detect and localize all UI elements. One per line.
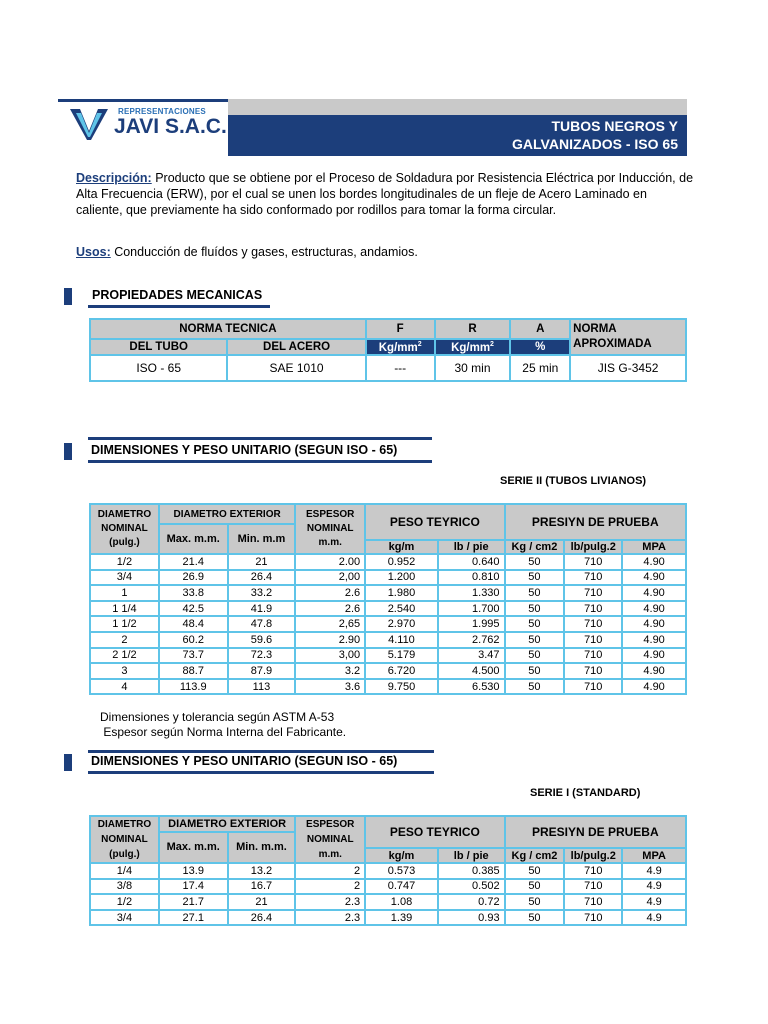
cell-nominal: 1 1/2 <box>90 616 159 632</box>
description-text: Producto que se obtiene por el Proceso de Soldadura por Resistencia Eléctrica por Inducción, de Alta Frecuencia (ERW), por el cual se unen los bordes longitudinales de un fleje de Acero Laminado en caliente, que previamente ha sido conformado por rodillos para tomar la forma circular. <box>76 171 694 217</box>
cell-nominal: 1/2 <box>90 894 159 910</box>
cell-a: 25 min <box>510 355 570 381</box>
dimensiones-table-serie-i <box>89 815 687 926</box>
header-f: F <box>366 319 435 339</box>
header-min: Min. m.m. <box>228 832 296 863</box>
header-a-unit: % <box>510 339 570 355</box>
cell-kgcm2: 50 <box>505 910 565 926</box>
cell-max: 27.1 <box>159 910 228 926</box>
cell-nominal: 1 <box>90 585 159 601</box>
table-row <box>90 601 686 617</box>
company-logo <box>70 104 230 144</box>
propiedades-table <box>89 318 687 382</box>
cell-min: 16.7 <box>228 879 296 895</box>
table-row <box>90 863 686 879</box>
section-marker <box>64 754 72 771</box>
cell-kgcm2: 50 <box>505 601 565 617</box>
cell-max: 17.4 <box>159 879 228 895</box>
cell-max: 48.4 <box>159 616 228 632</box>
header-presion: PRESIYN DE PRUEBA <box>505 504 686 540</box>
cell-lbpulg: 710 <box>564 616 622 632</box>
cell-min: 13.2 <box>228 863 296 879</box>
cell-kgcm2: 50 <box>505 632 565 648</box>
note-espesor: Espesor según Norma Interna del Fabricante. <box>100 725 347 739</box>
cell-espesor: 2.00 <box>295 554 365 570</box>
table-row <box>90 585 686 601</box>
cell-min: 41.9 <box>228 601 296 617</box>
cell-min: 72.3 <box>228 648 296 664</box>
cell-mpa: 4.90 <box>622 601 686 617</box>
cell-max: 13.9 <box>159 863 228 879</box>
cell-espesor: 3.2 <box>295 663 365 679</box>
cell-kgcm2: 50 <box>505 663 565 679</box>
cell-nominal: 1/4 <box>90 863 159 879</box>
cell-r: 30 min <box>435 355 511 381</box>
cell-nominal: 3/4 <box>90 910 159 926</box>
section-title-dimensiones-2: DIMENSIONES Y PESO UNITARIO (SEGUN ISO - 65) <box>91 443 398 457</box>
cell-lbpulg: 710 <box>564 679 622 695</box>
cell-mpa: 4.90 <box>622 570 686 586</box>
cell-kgm: 0.573 <box>365 863 438 879</box>
cell-kgm: 5.179 <box>365 648 438 664</box>
header-kgcm2: Kg / cm2 <box>505 540 565 554</box>
unit-text: Kg/mm <box>378 341 418 354</box>
usos-label: Usos: <box>76 245 111 259</box>
cell-min: 47.8 <box>228 616 296 632</box>
cell-lbpulg: 710 <box>564 863 622 879</box>
cell-kgcm2: 50 <box>505 894 565 910</box>
cell-nominal: 2 <box>90 632 159 648</box>
cell-mpa: 4.90 <box>622 554 686 570</box>
header-f-unit <box>366 339 435 355</box>
cell-espesor: 2 <box>295 879 365 895</box>
header-r: R <box>435 319 511 339</box>
section-title-dimensiones-3: DIMENSIONES Y PESO UNITARIO (SEGUN ISO - 65) <box>91 754 398 768</box>
note-tolerancia: Dimensiones y tolerancia según ASTM A-53 <box>100 710 335 724</box>
header-rule <box>58 99 228 102</box>
cell-mpa: 4.90 <box>622 632 686 648</box>
section-title-propiedades: PROPIEDADES MECANICAS <box>92 288 263 302</box>
cell-mpa: 4.9 <box>622 910 686 926</box>
serie-ii-label: SERIE II (TUBOS LIVIANOS) <box>500 475 647 487</box>
cell-espesor: 2,00 <box>295 570 365 586</box>
cell-acero: SAE 1010 <box>227 355 365 381</box>
cell-espesor: 2.6 <box>295 601 365 617</box>
cell-max: 113.9 <box>159 679 228 695</box>
description-paragraph <box>76 170 696 218</box>
cell-espesor: 2 <box>295 863 365 879</box>
logo-name: JAVI S.A.C. <box>114 115 227 138</box>
table-row <box>90 663 686 679</box>
table-row <box>90 679 686 695</box>
cell-lbpulg: 710 <box>564 570 622 586</box>
header-mpa: MPA <box>622 540 686 554</box>
cell-aprox: JIS G-3452 <box>570 355 686 381</box>
cell-min: 59.6 <box>228 632 296 648</box>
cell-kgm: 6.720 <box>365 663 438 679</box>
usos-paragraph <box>76 244 696 260</box>
table-row <box>90 632 686 648</box>
cell-lbpie: 1.330 <box>438 585 505 601</box>
cell-f: --- <box>366 355 435 381</box>
cell-mpa: 4.9 <box>622 879 686 895</box>
cell-lbpulg: 710 <box>564 601 622 617</box>
cell-lbpulg: 710 <box>564 554 622 570</box>
cell-lbpulg: 710 <box>564 879 622 895</box>
cell-kgcm2: 50 <box>505 679 565 695</box>
cell-max: 42.5 <box>159 601 228 617</box>
cell-min: 21 <box>228 554 296 570</box>
header-diametro-nominal: DIAMETRO NOMINAL (pulg.) <box>90 816 159 863</box>
usos-text: Conducción de fluídos y gases, estructuras, andamios. <box>110 245 418 259</box>
header-peso: PESO TEYRICO <box>365 504 504 540</box>
cell-espesor: 2.3 <box>295 894 365 910</box>
cell-kgcm2: 50 <box>505 648 565 664</box>
cell-lbpie: 0.810 <box>438 570 505 586</box>
section-rule <box>88 437 432 440</box>
document-title <box>278 117 678 153</box>
cell-lbpulg: 710 <box>564 663 622 679</box>
cell-mpa: 4.90 <box>622 585 686 601</box>
table-row <box>90 616 686 632</box>
header-diametro-nominal: DIAMETRO NOMINAL (pulg.) <box>90 504 159 554</box>
header-kgm: kg/m <box>365 848 438 863</box>
cell-kgcm2: 50 <box>505 585 565 601</box>
cell-kgm: 1.980 <box>365 585 438 601</box>
cell-espesor: 3.6 <box>295 679 365 695</box>
serie-i-label: SERIE I (STANDARD) <box>530 787 641 799</box>
cell-nominal: 1 1/4 <box>90 601 159 617</box>
cell-min: 26.4 <box>228 910 296 926</box>
cell-min: 21 <box>228 894 296 910</box>
cell-kgm: 4.110 <box>365 632 438 648</box>
cell-mpa: 4.90 <box>622 679 686 695</box>
cell-lbpulg: 710 <box>564 910 622 926</box>
cell-lbpie: 1.700 <box>438 601 505 617</box>
cell-espesor: 3,00 <box>295 648 365 664</box>
cell-kgm: 1.08 <box>365 894 438 910</box>
title-line-1: TUBOS NEGROS Y <box>551 118 678 134</box>
cell-mpa: 4.90 <box>622 648 686 664</box>
cell-kgm: 2.970 <box>365 616 438 632</box>
cell-nominal: 3/4 <box>90 570 159 586</box>
cell-nominal: 3/8 <box>90 879 159 895</box>
cell-max: 26.9 <box>159 570 228 586</box>
cell-min: 113 <box>228 679 296 695</box>
cell-mpa: 4.9 <box>622 894 686 910</box>
unit-text: Kg/mm <box>451 341 491 354</box>
title-line-2: GALVANIZADOS - ISO 65 <box>512 136 678 152</box>
cell-kgm: 0.747 <box>365 879 438 895</box>
cell-mpa: 4.9 <box>622 863 686 879</box>
header-espesor: ESPESOR NOMINAL m.m. <box>295 816 365 863</box>
section-marker <box>64 288 72 305</box>
cell-tubo: ISO - 65 <box>90 355 227 381</box>
cell-lbpulg: 710 <box>564 585 622 601</box>
header-lbpulg: lb/pulg.2 <box>564 848 622 863</box>
cell-kgcm2: 50 <box>505 616 565 632</box>
header-r-unit <box>435 339 511 355</box>
header-diametro-exterior: DIAMETRO EXTERIOR <box>159 816 295 832</box>
header-espesor: ESPESOR NOMINAL m.m. <box>295 504 365 554</box>
header-kgm: kg/m <box>365 540 438 554</box>
header-max: Max. m.m. <box>159 832 228 863</box>
section-rule <box>88 750 434 753</box>
table-row <box>90 894 686 910</box>
cell-nominal: 3 <box>90 663 159 679</box>
cell-lbpulg: 710 <box>564 894 622 910</box>
header-del-acero: DEL ACERO <box>227 339 365 355</box>
header-min: Min. m.m <box>228 524 296 554</box>
section-marker <box>64 443 72 460</box>
section-rule <box>88 771 434 774</box>
cell-kgm: 0.952 <box>365 554 438 570</box>
cell-lbpie: 0.385 <box>438 863 505 879</box>
cell-nominal: 4 <box>90 679 159 695</box>
cell-max: 21.4 <box>159 554 228 570</box>
cell-kgcm2: 50 <box>505 554 565 570</box>
table-row <box>90 554 686 570</box>
cell-min: 87.9 <box>228 663 296 679</box>
table-row <box>90 879 686 895</box>
cell-lbpie: 0.640 <box>438 554 505 570</box>
header-diametro-exterior: DIAMETRO EXTERIOR <box>159 504 295 524</box>
cell-lbpie: 2.762 <box>438 632 505 648</box>
cell-nominal: 2 1/2 <box>90 648 159 664</box>
cell-kgm: 1.39 <box>365 910 438 926</box>
unit-sup: 2 <box>417 340 422 348</box>
cell-lbpie: 0.502 <box>438 879 505 895</box>
header-norma-tecnica: NORMA TECNICA <box>90 319 366 339</box>
cell-lbpie: 4.500 <box>438 663 505 679</box>
logo-subtitle: REPRESENTACIONES <box>118 107 206 116</box>
cell-kgm: 9.750 <box>365 679 438 695</box>
cell-max: 88.7 <box>159 663 228 679</box>
cell-lbpie: 0.72 <box>438 894 505 910</box>
cell-lbpie: 1.995 <box>438 616 505 632</box>
cell-espesor: 2,65 <box>295 616 365 632</box>
table-row <box>90 648 686 664</box>
table-row <box>90 570 686 586</box>
cell-max: 73.7 <box>159 648 228 664</box>
header-grey-band <box>228 99 687 115</box>
cell-min: 33.2 <box>228 585 296 601</box>
section-rule <box>88 305 270 308</box>
cell-lbpie: 3.47 <box>438 648 505 664</box>
cell-max: 60.2 <box>159 632 228 648</box>
section-rule <box>88 460 432 463</box>
cell-mpa: 4.90 <box>622 616 686 632</box>
header-lbpie: lb / pie <box>438 848 505 863</box>
dimensiones-table-serie-ii <box>89 503 687 695</box>
unit-sup: 2 <box>490 340 494 348</box>
cell-kgcm2: 50 <box>505 879 565 895</box>
cell-nominal: 1/2 <box>90 554 159 570</box>
header-kgcm2: Kg / cm2 <box>505 848 565 863</box>
cell-kgcm2: 50 <box>505 863 565 879</box>
cell-kgm: 1.200 <box>365 570 438 586</box>
cell-mpa: 4.90 <box>622 663 686 679</box>
header-lbpie: lb / pie <box>438 540 505 554</box>
cell-espesor: 2.6 <box>295 585 365 601</box>
cell-kgm: 2.540 <box>365 601 438 617</box>
cell-lbpie: 6.530 <box>438 679 505 695</box>
header-peso: PESO TEYRICO <box>365 816 504 848</box>
header-norma-aproximada: NORMA APROXIMADA <box>570 319 686 355</box>
header-lbpulg: lb/pulg.2 <box>564 540 622 554</box>
header-max: Max. m.m. <box>159 524 228 554</box>
cell-espesor: 2.90 <box>295 632 365 648</box>
header-mpa: MPA <box>622 848 686 863</box>
cell-espesor: 2.3 <box>295 910 365 926</box>
cell-lbpulg: 710 <box>564 632 622 648</box>
cell-max: 21.7 <box>159 894 228 910</box>
logo-v-icon <box>70 107 108 141</box>
header-a: A <box>510 319 570 339</box>
cell-kgcm2: 50 <box>505 570 565 586</box>
cell-min: 26.4 <box>228 570 296 586</box>
cell-lbpulg: 710 <box>564 648 622 664</box>
cell-lbpie: 0.93 <box>438 910 505 926</box>
cell-max: 33.8 <box>159 585 228 601</box>
description-label: Descripción: <box>76 171 152 185</box>
header-presion: PRESIYN DE PRUEBA <box>505 816 686 848</box>
table-row <box>90 910 686 926</box>
header-del-tubo: DEL TUBO <box>90 339 227 355</box>
